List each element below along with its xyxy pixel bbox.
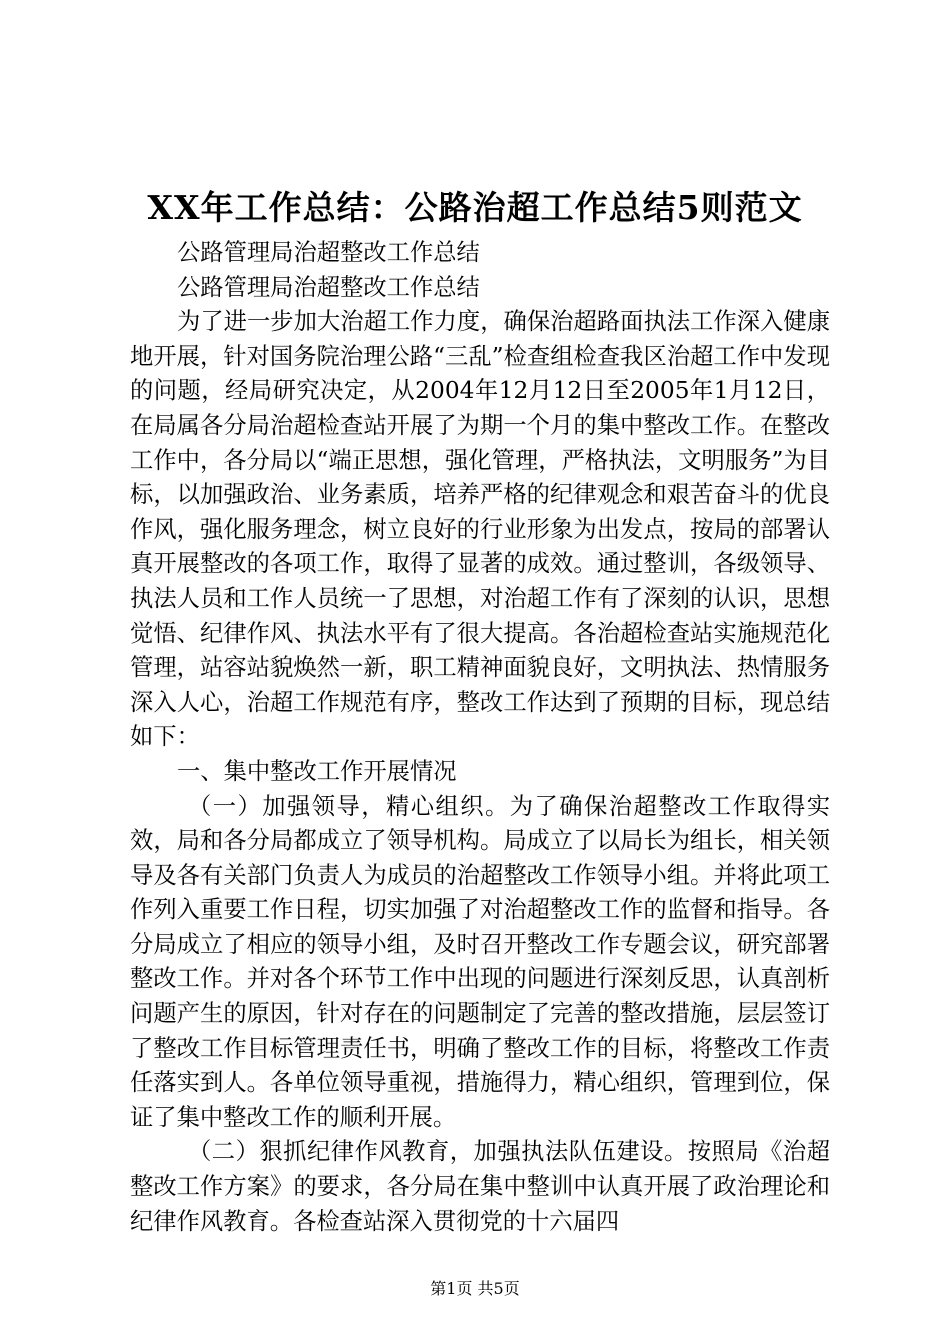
paragraph: 为了进一步加大治超工作力度，确保治超路面执法工作深入健康地开展，针对国务院治理公路“三乱”检查组检查我区治超工作中发现的问题，经局研究决定，从2004年12月12日至2005年1月12日，在局属各分局治超检查站开展了为期一个月的集中整改工作。在整改工作中，各分局以“端正思想，强化管理，严格执法，文明服务”为目标，以加强政治、业务素质，培养严格的纪律观念和艰苦奋斗的优良作风，强化服务理念，树立良好的行业形象为出发点，按局的部署认真开展整改的各项工作，取得了显著的成效。通过整训，各级领导、执法人员和工作人员统一了思想，对治超工作有了深刻的认识，思想觉悟、纪律作风、执法水平有了很大提高。各治超检查站实施规范化管理，站容站貌焕然一新，职工精神面貌良好，文明执法、热情服务深入人心，治超工作规范有序，整改工作达到了预期的目标，现总结如下： (130, 308, 830, 751)
document-body (130, 236, 830, 1239)
subtitle-line: 公路管理局治超整改工作总结 (177, 239, 480, 266)
paragraph: （一）加强领导，精心组织。为了确保治超整改工作取得实效，局和各分局都成立了领导机构。局成立了以局长为组长，相关领导及各有关部门负责人为成员的治超整改工作领导小组。并将此项工作列入重要工作日程，切实加强了对治超整改工作的监督和指导。各分局成立了相应的领导小组，及时召开整改工作专题会议，研究部署整改工作。并对各个环节工作中出现的问题进行深刻反思，认真剖析问题产生的原因，针对存在的问题制定了完善的整改措施，层层签订了整改工作目标管理责任书，明确了整改工作的目标，将整改工作责任落实到人。各单位领导重视，措施得力，精心组织，管理到位，保证了集中整改工作的顺利开展。 (130, 792, 830, 1131)
page-number-footer: 第1页 共5页 (430, 1279, 520, 1298)
paragraph: （二）狠抓纪律作风教育，加强执法队伍建设。按照局《治超整改工作方案》的要求，各分局在集中整训中认真开展了政治理论和纪律作风教育。各检查站深入贯彻党的十六届四 (130, 1138, 830, 1235)
document-title: XX年工作总结：公路治超工作总结5则范文 (147, 188, 803, 227)
section-heading: 一、集中整改工作开展情况 (177, 757, 457, 785)
subtitle-line: 公路管理局治超整改工作总结 (177, 273, 480, 301)
